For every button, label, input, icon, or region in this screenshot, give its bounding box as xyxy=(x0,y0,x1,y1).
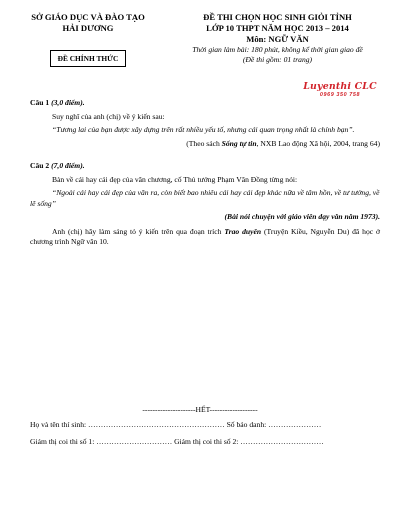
question-2-title xyxy=(30,161,380,172)
province-name: HẢI DƯƠNG xyxy=(62,23,114,33)
question-2-task xyxy=(30,227,380,248)
question-2-quote: “Ngoài cái hay cái đẹp của văn ra, còn biết bao nhiêu cái hay cái đẹp khác nữa về tâm hồn, về tư tưởng, về lẽ sống” xyxy=(30,188,380,208)
exam-page-count: (Đề thi gồm: 01 trang) xyxy=(242,55,313,64)
candidate-info-line: Họ và tên thí sinh: ……………………………………………… Số báo danh: ………………… xyxy=(30,420,322,429)
exam-content xyxy=(30,98,380,248)
question-1-title xyxy=(30,98,380,109)
source-title: Sống tự tin xyxy=(221,138,257,148)
department-name: SỞ GIÁO DỤC VÀ ĐÀO TẠO xyxy=(31,12,145,22)
brand-phone: 0969 350 758 xyxy=(319,92,361,98)
question-1-prompt: Suy nghĩ của anh (chị) về ý kiến sau: xyxy=(52,111,165,121)
end-marker: ---------------------HẾT------------------- xyxy=(142,405,258,414)
task-prefix: Anh (chị) hãy làm sáng tỏ ý kiến trên qua đoạn trích xyxy=(52,226,225,236)
task-suffix: (Truyện Kiều, Nguyễn Du) đã học ở chương trình Ngữ văn 10. xyxy=(30,226,380,246)
source-suffix: , NXB Lao động Xã hội, 2004, trang 64) xyxy=(256,138,380,148)
brand-watermark xyxy=(300,82,380,99)
task-title: Trao duyên xyxy=(224,226,262,236)
question-2-points: (7,0 điểm). xyxy=(51,161,85,170)
header-right xyxy=(160,12,395,65)
header-left xyxy=(0,12,176,67)
question-2-source: (Bài nói chuyện với giáo viên dạy văn năm 1973). xyxy=(224,212,380,221)
official-exam-badge: ĐỀ CHÍNH THỨC xyxy=(50,50,127,67)
exam-grade-year: LỚP 10 THPT NĂM HỌC 2013 – 2014 xyxy=(206,23,349,33)
supervisor-line: Giám thị coi thi số 1: ………………………… Giám thị coi thi số 2: …………………………… xyxy=(30,437,324,446)
question-2-prompt: Bàn về cái hay cái đẹp của văn chương, cố Thủ tướng Phạm Văn Đồng từng nói: xyxy=(52,174,298,184)
question-2-label: Câu 2 xyxy=(30,161,50,170)
exam-subject: Môn: NGỮ VĂN xyxy=(246,34,309,44)
question-1-label: Câu 1 xyxy=(30,98,50,107)
question-1 xyxy=(30,98,380,149)
question-1-points: (3,0 điểm). xyxy=(51,98,85,107)
question-1-quote: “Tương lai của bạn được xây dựng trên rất nhiều yếu tố, nhưng cái quan trọng nhất là chính bạn”. xyxy=(52,125,355,134)
exam-duration: Thời gian làm bài: 180 phút, không kể thời gian giao đề xyxy=(192,45,363,54)
source-prefix: (Theo sách xyxy=(186,138,222,148)
question-2 xyxy=(30,161,380,248)
exam-title: ĐỀ THI CHỌN HỌC SINH GIỎI TỈNH xyxy=(203,12,352,22)
question-1-source xyxy=(30,139,380,150)
brand-name: Luyenthi CLC xyxy=(303,81,377,92)
